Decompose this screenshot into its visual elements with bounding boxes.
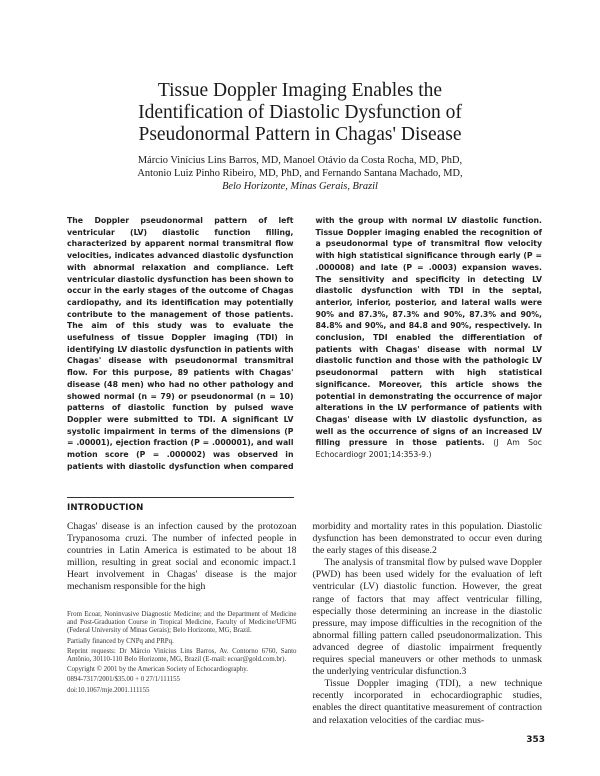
abstract-citation: (J Am Soc Echocardiogr 2001;14:353-9.) <box>315 438 542 460</box>
footnote-issn: 0894-7317/2001/$35.00 + 0 27/1/111155 <box>67 676 180 684</box>
intro-left-text <box>67 521 297 603</box>
intro-paragraph: Chagas' disease is an infection caused by the protozoan Trypanosoma cruzi. The number of infected people in countries in Latin America is estimated to be about 18 million, resulting in great social and economic impact.1 Heart involvement in Chagas' disease is the major mechanism responsible for the high <box>67 521 297 593</box>
footnotes <box>67 611 297 695</box>
title-line: Tissue Doppler Imaging Enables the <box>157 80 443 101</box>
author-block <box>60 154 540 193</box>
section-heading-introduction: INTRODUCTION <box>67 497 294 513</box>
abstract <box>67 215 542 483</box>
introduction-body <box>67 521 542 753</box>
page-number: 353 <box>526 735 545 745</box>
intro-paragraph: Tissue Doppler imaging (TDI), a new technique recently incorporated in echocardiographic studies, enables the direct quantitative measurement of contraction and relaxation velocities of the cardiac mus- <box>312 678 542 726</box>
title-line: Pseudonormal Pattern in Chagas' Disease <box>138 124 462 145</box>
footnote-from: From Ecoar, Noninvasive Diagnostic Medicine; and the Department of Medicine and Post-Graduation Course in Tropical Medicine, Faculty of Medicine/UFMG (Federal University of Minas Gerais); Belo Horizonte, MG, Brazil. <box>67 611 297 635</box>
footnote-reprint: Reprint requests: Dr Márcio Vinícius Lins Barros, Av. Contorno 6760, Santo Antônio, 30110-110 Belo Horizonte, MG, Brazil (E-mail: ecoar@gold.com.br). <box>67 647 297 664</box>
article-title <box>60 80 540 146</box>
footnote-copyright: Copyright © 2001 by the American Society of Echocardiography. <box>67 666 249 674</box>
abstract-text: The Doppler pseudonormal pattern of left ventricular (LV) diastolic function filling, characterized by apparent normal transmitral flow velocities, indicates advanced diastolic dysfunction with abnormal relaxation and compliance. Left ventricular diastolic dysfunction has been shown to occur in the early stages of the outcome of Chagas cardiopathy, and its identification may potentially contribute to the management of those patients. The aim of this study was to evaluate the usefulness of tissue Doppler imaging (TDI) in identifying LV diastolic dysfunction in patients with Chagas' disease with pseudonormal transmitral flow. For this purpose, 89 patients with Chagas' disease (48 men) who had no other pathology and showed normal (n = 79) or pseudonormal (n = 10) patterns of diastolic function by pulsed wave Doppler were submitted to TDI. A significant LV systolic impairment in terms of the dimensions (P = .00001), ejection fraction (P = .000001), and wall motion score (P = .000002) was observed in patients with diastolic dysfunction when compared with the group with normal LV diastolic function. Tissue Doppler imaging enabled the recognition of a pseudonormal type of transmitral flow velocity with high statistical significance through early (P = .000008) and late (P = .0003) expansion waves. The sensitivity and specificity in detecting LV diastolic dysfunction with TDI in the septal, anterior, inferior, posterior, and lateral walls were 90% and 87.3%, 87.3% and 90%, 87.3% and 90%, 84.8% and 90%, and 84.8 and 90%, respectively. In conclusion, TDI enabled the differentiation of patients with Chagas' disease with normal LV diastolic function and those with the pathologic LV pseudonormal pattern with high statistical significance. Moreover, this article shows the potential in demonstrating the occurrence of major alterations in the LV performance of patients with Chagas' disease with LV diastolic dysfunction, as well as the occurrence of signs of an increased LV filling pressure in those patients. <box>67 216 542 471</box>
affiliation: Belo Horizonte, Minas Gerais, Brazil <box>222 181 378 192</box>
authors-line: Antonio Luiz Pinho Ribeiro, MD, PhD, and Fernando Santana Machado, MD, <box>137 168 463 179</box>
footnote-funding: Partially financed by CNPq and PRPq. <box>67 637 174 645</box>
authors-line: Márcio Vinícius Lins Barros, MD, Manoel Otávio da Costa Rocha, MD, PhD, <box>137 155 463 166</box>
footnote-doi: doi:10.1067/mje.2001.111155 <box>67 686 150 694</box>
title-line: Identification of Diastolic Dysfunction of <box>138 102 462 123</box>
intro-paragraph: The analysis of transmital flow by pulsed wave Doppler (PWD) has been used widely for the evaluation of left ventricular (LV) diastolic function. However, the great range of factors that may affect ventricular filling, especially those determining an increase in the diastolic pressure, may impose difficulties in the recognition of the abnormal filling pattern called pseudonormalization. This advanced degree of diastolic impairment frequently requires special maneuvers or other methods to unmask the underlying ventricular disfunction.3 <box>312 557 542 678</box>
intro-paragraph: morbidity and mortality rates in this population. Diastolic dysfunction has been demonstrated to occur even during the early stages of this disease.2 <box>312 521 542 557</box>
